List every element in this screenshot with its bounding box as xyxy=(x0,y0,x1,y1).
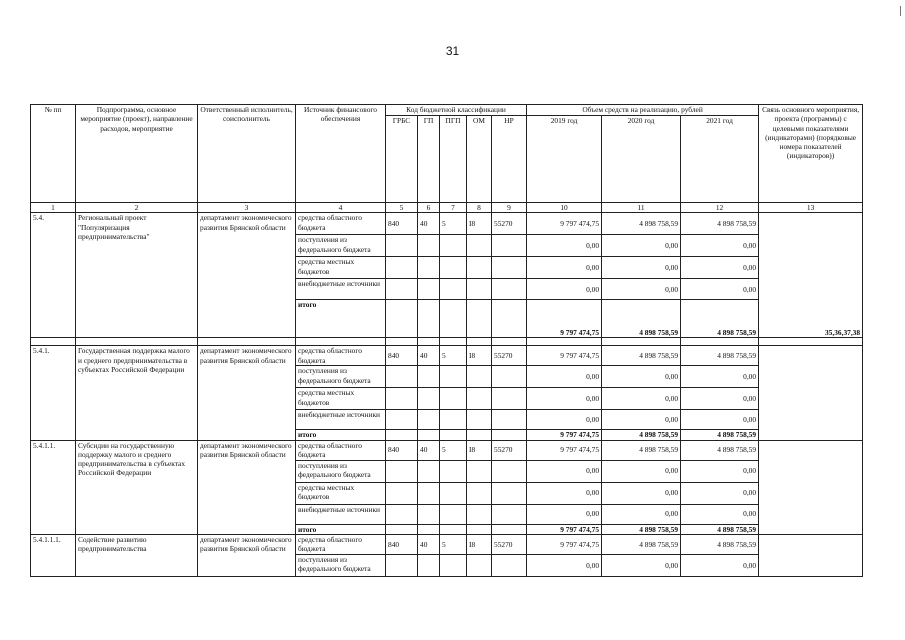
code-pgp: 5 xyxy=(440,346,467,366)
total-2021: 4 898 758,59 xyxy=(681,524,759,534)
indicator-link: 35,36,37,38 xyxy=(759,213,863,338)
item-executor: департамент экономического развития Брянской области xyxy=(198,346,296,440)
item-number: 5.4.1.1. xyxy=(31,440,76,534)
value-2019: 9 797 474,75 xyxy=(527,213,602,235)
source-total: итого xyxy=(296,300,386,338)
header-funding: Источник финансового обеспечения xyxy=(296,105,386,203)
header-program: Подпрограмма, основное мероприятие (проект), направление расходов, мероприятие xyxy=(76,105,198,203)
code-gp: 40 xyxy=(418,440,440,460)
value-2020: 0,00 xyxy=(602,279,681,300)
value-2021: 0,00 xyxy=(681,388,759,410)
source-extra: внебюджетные источники xyxy=(296,504,386,524)
item-executor: департамент экономического развития Брянской области xyxy=(198,440,296,534)
value-2021: 4 898 758,59 xyxy=(681,346,759,366)
header-gp: ГП xyxy=(418,116,440,203)
code-grbs: 840 xyxy=(386,440,418,460)
value-2020: 0,00 xyxy=(602,257,681,279)
table-row xyxy=(31,346,863,366)
code-grbs: 840 xyxy=(386,534,418,554)
value-2019: 0,00 xyxy=(527,460,602,482)
table-row xyxy=(31,534,863,554)
source-federal: поступления из федерального бюджета xyxy=(296,554,386,576)
source-federal: поступления из федерального бюджета xyxy=(296,366,386,388)
source-federal: поступления из федерального бюджета xyxy=(296,235,386,257)
code-gp: 40 xyxy=(418,534,440,554)
value-2019: 0,00 xyxy=(527,504,602,524)
col-num: 5 xyxy=(386,203,418,213)
value-2021: 0,00 xyxy=(681,235,759,257)
total-2021: 4 898 758,59 xyxy=(681,300,759,338)
code-gp: 40 xyxy=(418,346,440,366)
spacer-row xyxy=(31,338,863,346)
value-2019: 0,00 xyxy=(527,482,602,504)
source-regional: средства областного бюджета xyxy=(296,346,386,366)
header-executor: Ответственный исполнитель, соисполнитель xyxy=(198,105,296,203)
value-2019: 0,00 xyxy=(527,388,602,410)
value-2020: 0,00 xyxy=(602,410,681,430)
col-num: 12 xyxy=(681,203,759,213)
item-name: Региональный проект "Популяризация предпринимательства" xyxy=(76,213,198,338)
item-executor: департамент экономического развития Брянской области xyxy=(198,213,296,338)
col-num: 8 xyxy=(467,203,492,213)
value-2020: 4 898 758,59 xyxy=(602,213,681,235)
value-2019: 0,00 xyxy=(527,554,602,576)
source-local: средства местных бюджетов xyxy=(296,482,386,504)
header-link: Связь основного мероприятия, проекта (программы) с целевыми показателями (индикаторами) (порядковые номера показателей (индикаторов)) xyxy=(759,105,863,203)
source-regional: средства областного бюджета xyxy=(296,213,386,235)
total-2019: 9 797 474,75 xyxy=(527,300,602,338)
code-om: I8 xyxy=(467,440,492,460)
value-2021: 0,00 xyxy=(681,410,759,430)
total-2019: 9 797 474,75 xyxy=(527,524,602,534)
header-2021: 2021 год xyxy=(681,116,759,203)
indicator-link xyxy=(759,440,863,534)
value-2020: 0,00 xyxy=(602,554,681,576)
code-np: 55270 xyxy=(492,213,527,235)
value-2019: 0,00 xyxy=(527,279,602,300)
indicator-link xyxy=(759,346,863,440)
item-number: 5.4.1.1.1. xyxy=(31,534,76,576)
column-numbers-row xyxy=(31,203,863,213)
corner-mark xyxy=(900,6,901,16)
value-2020: 4 898 758,59 xyxy=(602,346,681,366)
value-2020: 0,00 xyxy=(602,504,681,524)
item-number: 5.4. xyxy=(31,213,76,338)
table-row xyxy=(31,440,863,460)
col-num: 6 xyxy=(418,203,440,213)
total-2020: 4 898 758,59 xyxy=(602,524,681,534)
item-number: 5.4.1. xyxy=(31,346,76,440)
item-name: Субсидии на государственную поддержку малого и среднего предпринимательства в субъектах Российской Федерации xyxy=(76,440,198,534)
col-num: 13 xyxy=(759,203,863,213)
code-grbs: 840 xyxy=(386,346,418,366)
code-om: I8 xyxy=(467,534,492,554)
value-2021: 0,00 xyxy=(681,504,759,524)
source-regional: средства областного бюджета xyxy=(296,534,386,554)
header-grbs: ГРБС xyxy=(386,116,418,203)
source-local: средства местных бюджетов xyxy=(296,388,386,410)
value-2020: 4 898 758,59 xyxy=(602,534,681,554)
code-pgp: 5 xyxy=(440,213,467,235)
source-total: итого xyxy=(296,430,386,440)
header-no: № пп xyxy=(31,105,76,203)
value-2019: 0,00 xyxy=(527,257,602,279)
value-2020: 0,00 xyxy=(602,235,681,257)
col-num: 2 xyxy=(76,203,198,213)
page-number: 31 xyxy=(445,44,460,58)
value-2021: 0,00 xyxy=(681,482,759,504)
value-2019: 0,00 xyxy=(527,235,602,257)
code-om: I8 xyxy=(467,213,492,235)
source-federal: поступления из федерального бюджета xyxy=(296,460,386,482)
header-om: ОМ xyxy=(467,116,492,203)
value-2021: 4 898 758,59 xyxy=(681,440,759,460)
value-2021: 0,00 xyxy=(681,279,759,300)
indicator-link xyxy=(759,534,863,576)
col-num: 3 xyxy=(198,203,296,213)
value-2021: 0,00 xyxy=(681,460,759,482)
source-extra: внебюджетные источники xyxy=(296,410,386,430)
header-pgp: ПГП xyxy=(440,116,467,203)
code-np: 55270 xyxy=(492,440,527,460)
code-pgp: 5 xyxy=(440,440,467,460)
value-2020: 4 898 758,59 xyxy=(602,440,681,460)
header-budget-code: Код бюджетной классификации xyxy=(386,105,527,116)
col-num: 1 xyxy=(31,203,76,213)
item-name: Содействие развитию предпринимательства xyxy=(76,534,198,576)
value-2019: 9 797 474,75 xyxy=(527,346,602,366)
header-volume: Объем средств на реализацию, рублей xyxy=(527,105,759,116)
value-2021: 0,00 xyxy=(681,366,759,388)
table-row xyxy=(31,213,863,235)
value-2020: 0,00 xyxy=(602,388,681,410)
value-2021: 0,00 xyxy=(681,554,759,576)
total-2020: 4 898 758,59 xyxy=(602,430,681,440)
header-2020: 2020 год xyxy=(602,116,681,203)
col-num: 9 xyxy=(492,203,527,213)
source-extra: внебюджетные источники xyxy=(296,279,386,300)
code-np: 55270 xyxy=(492,346,527,366)
code-gp: 40 xyxy=(418,213,440,235)
total-2020: 4 898 758,59 xyxy=(602,300,681,338)
value-2019: 9 797 474,75 xyxy=(527,534,602,554)
total-2021: 4 898 758,59 xyxy=(681,430,759,440)
budget-table xyxy=(30,104,863,577)
value-2020: 0,00 xyxy=(602,482,681,504)
col-num: 10 xyxy=(527,203,602,213)
value-2019: 0,00 xyxy=(527,366,602,388)
source-regional: средства областного бюджета xyxy=(296,440,386,460)
header-2019: 2019 год xyxy=(527,116,602,203)
code-grbs: 840 xyxy=(386,213,418,235)
source-local: средства местных бюджетов xyxy=(296,257,386,279)
col-num: 11 xyxy=(602,203,681,213)
item-executor: департамент экономического развития Брянской области xyxy=(198,534,296,576)
value-2020: 0,00 xyxy=(602,366,681,388)
code-om: I8 xyxy=(467,346,492,366)
source-total: итого xyxy=(296,524,386,534)
code-pgp: 5 xyxy=(440,534,467,554)
total-2019: 9 797 474,75 xyxy=(527,430,602,440)
value-2020: 0,00 xyxy=(602,460,681,482)
value-2021: 4 898 758,59 xyxy=(681,213,759,235)
item-name: Государственная поддержка малого и среднего предпринимательства в субъектах Российской Федерации xyxy=(76,346,198,440)
value-2019: 0,00 xyxy=(527,410,602,430)
value-2021: 4 898 758,59 xyxy=(681,534,759,554)
col-num: 4 xyxy=(296,203,386,213)
value-2021: 0,00 xyxy=(681,257,759,279)
code-np: 55270 xyxy=(492,534,527,554)
value-2019: 9 797 474,75 xyxy=(527,440,602,460)
header-np: НР xyxy=(492,116,527,203)
col-num: 7 xyxy=(440,203,467,213)
